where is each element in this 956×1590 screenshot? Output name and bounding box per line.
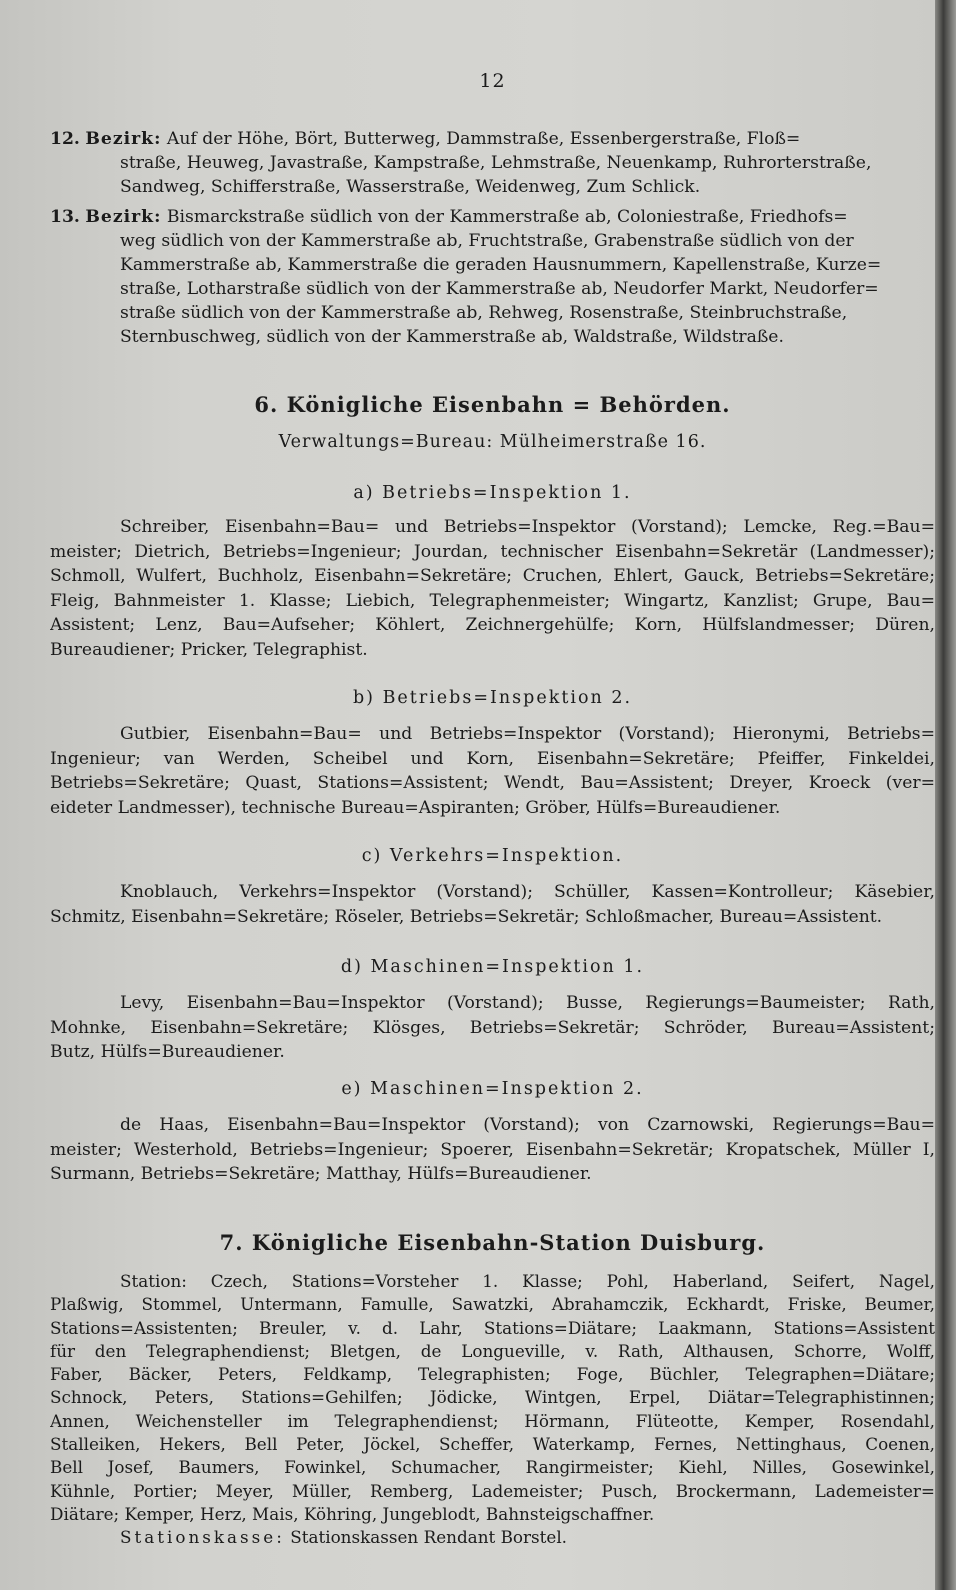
bureau-address: Verwaltungs=Bureau: Mülheimerstraße 16. [278, 432, 707, 452]
district-line: weg südlich von der Kammerstraße ab, Fruchtstraße, Grabenstraße südlich von der [120, 231, 854, 251]
district-line: straße, Heuweg, Javastraße, Kampstraße, Lehmstraße, Neuenkamp, Ruhrorterstraße, [120, 153, 872, 173]
text-line: Fleig, Bahnmeister 1. Klasse; Liebich, Telegraphenmeister; Wingartz, Kanzlist; Grupe, Bau= [50, 590, 935, 611]
district-line: straße, Lotharstraße südlich von der Kammerstraße ab, Neudorfer Markt, Neudorfer= [120, 279, 879, 299]
station-body [50, 1270, 935, 1550]
text-line: meister; Westerhold, Betriebs=Ingenieur; Spoerer, Eisenbahn=Sekretär; Kropatschek, Müller I, [50, 1139, 935, 1160]
page-number: 12 [479, 70, 506, 92]
district-line: Sandweg, Schifferstraße, Wasserstraße, Weidenweg, Zum Schlick. [120, 177, 701, 197]
subsection-d-body [50, 991, 935, 1065]
text-line: Kühnle, Portier; Meyer, Müller, Remberg, Lademeister; Pusch, Brockermann, Lademeister= [50, 1480, 935, 1501]
district-number: 12. [50, 129, 80, 149]
section-7-title: 7. Königliche Eisenbahn-Station Duisburg. [219, 1230, 766, 1255]
subsection-heading-d: d) Maschinen=Inspektion 1. [340, 957, 645, 977]
text-line: Knoblauch, Verkehrs=Inspektor (Vorstand); Schüller, Kassen=Kontrolleur; Käsebier, [120, 882, 935, 902]
subsection-e-body [50, 1113, 935, 1187]
text-line: Schmoll, Wulfert, Buchholz, Eisenbahn=Sekretäre; Cruchen, Ehlert, Gauck, Betriebs=Sekretäre; [50, 566, 935, 586]
subsection-heading-b: b) Betriebs=Inspektion 2. [352, 688, 633, 708]
subsection-c-body [50, 880, 935, 929]
text-line: Gutbier, Eisenbahn=Bau= und Betriebs=Inspektor (Vorstand); Hieronymi, Betriebs= [120, 724, 935, 744]
text-line: Schnock, Peters, Stations=Gehilfen; Jödicke, Wintgen, Erpel, Diätar=Telegraphistinnen; [50, 1387, 935, 1408]
district-line [50, 127, 935, 151]
district-12 [50, 127, 935, 199]
district-text: Bismarckstraße südlich von der Kammerstraße ab, Coloniestraße, Friedhofs= [166, 207, 848, 227]
text-line: Assistent; Lenz, Bau=Aufseher; Köhlert, Zeichnergehülfe; Korn, Hülfslandmesser; Düren, [50, 615, 935, 635]
text-line: Mohnke, Eisenbahn=Sekretäre; Klösges, Betriebs=Sekretär; Schröder, Bureau=Assistent; [50, 1017, 935, 1038]
text-line: Bureaudiener; Pricker, Telegraphist. [50, 639, 368, 660]
text-line: Plaßwig, Stommel, Untermann, Famulle, Sawatzki, Abrahamczik, Eckhardt, Friske, Beumer, [50, 1294, 935, 1315]
subsection-heading-a: a) Betriebs=Inspektion 1. [353, 483, 632, 503]
district-line: Sternbuschweg, südlich von der Kammerstraße ab, Waldstraße, Wildstraße. [120, 327, 784, 347]
text-line: Levy, Eisenbahn=Bau=Inspektor (Vorstand); Busse, Regierungs=Baumeister; Rath, [120, 993, 935, 1013]
text-line: Stalleiken, Hekers, Bell Peter, Jöckel, Scheffer, Waterkamp, Fernes, Nettinghaus, Coenen, [50, 1434, 935, 1455]
district-13 [50, 205, 935, 349]
text-line: Schmitz, Eisenbahn=Sekretäre; Röseler, Betriebs=Sekretär; Schloßmacher, Bureau=Assistent. [50, 906, 883, 927]
text-line: Butz, Hülfs=Bureaudiener. [50, 1042, 285, 1062]
district-line [50, 205, 935, 229]
text-line: Faber, Bäcker, Peters, Feldkamp, Telegraphisten; Foge, Büchler, Telegraphen=Diätare; [50, 1364, 935, 1385]
district-line: straße südlich von der Kammerstraße ab, Rehweg, Rosenstraße, Steinbruchstraße, [120, 303, 848, 323]
subsection-a-body [50, 515, 935, 662]
text-line: Surmann, Betriebs=Sekretäre; Matthay, Hülfs=Bureaudiener. [50, 1164, 592, 1184]
subsection-heading-c: c) Verkehrs=Inspektion. [361, 846, 624, 866]
district-number: 13. [50, 207, 80, 227]
text-line: eideter Landmesser), technische Bureau=Aspiranten; Gröber, Hülfs=Bureaudiener. [50, 797, 781, 818]
station-cash-line [50, 1526, 935, 1549]
text-line: Diätare; Kemper, Herz, Mais, Köhring, Jungeblodt, Bahnsteigschaffner. [50, 1503, 655, 1524]
station-cash-text: Stationskassen Rendant Borstel. [290, 1527, 568, 1548]
station-cash-label: Stationskasse: [120, 1527, 285, 1548]
text-line: Schreiber, Eisenbahn=Bau= und Betriebs=Inspektor (Vorstand); Lemcke, Reg.=Bau= [120, 517, 935, 537]
district-text: Auf der Höhe, Bört, Butterweg, Dammstraße, Essenbergerstraße, Floß= [166, 129, 801, 149]
text-line: de Haas, Eisenbahn=Bau=Inspektor (Vorstand); von Czarnowski, Regierungs=Bau= [120, 1115, 935, 1135]
district-label: Bezirk: [85, 207, 162, 227]
text-line: für den Telegraphendienst; Bletgen, de Longueville, v. Rath, Althausen, Schorre, Wolff, [50, 1340, 935, 1361]
text-line: meister; Dietrich, Betriebs=Ingenieur; Jourdan, technischer Eisenbahn=Sekretär (Landmesser); [50, 541, 935, 562]
text-line: Station: Czech, Stations=Vorsteher 1. Klasse; Pohl, Haberland, Seifert, Nagel, [120, 1271, 935, 1291]
text-line: Bell Josef, Baumers, Fowinkel, Schumacher, Rangirmeister; Kiehl, Nilles, Gosewinkel, [50, 1457, 935, 1478]
subsection-b-body [50, 722, 935, 820]
text-line: Ingenieur; van Werden, Scheibel und Korn, Eisenbahn=Sekretäre; Pfeiffer, Finkeldei, [50, 748, 935, 769]
section-6-title: 6. Königliche Eisenbahn = Behörden. [254, 392, 731, 417]
book-spine-shadow [935, 0, 956, 1590]
text-line: Annen, Weichensteller im Telegraphendienst; Hörmann, Flüteotte, Kemper, Rosendahl, [50, 1410, 935, 1431]
text-line: Betriebs=Sekretäre; Quast, Stations=Assistent; Wendt, Bau=Assistent; Dreyer, Kroeck (ver= [50, 773, 935, 793]
district-label: Bezirk: [85, 129, 162, 149]
district-line: Kammerstraße ab, Kammerstraße die geraden Hausnummern, Kapellenstraße, Kurze= [120, 255, 882, 275]
text-line: Stations=Assistenten; Breuler, v. d. Lahr, Stations=Diätare; Laakmann, Stations=Assistent [50, 1317, 935, 1338]
subsection-heading-e: e) Maschinen=Inspektion 2. [341, 1079, 644, 1099]
